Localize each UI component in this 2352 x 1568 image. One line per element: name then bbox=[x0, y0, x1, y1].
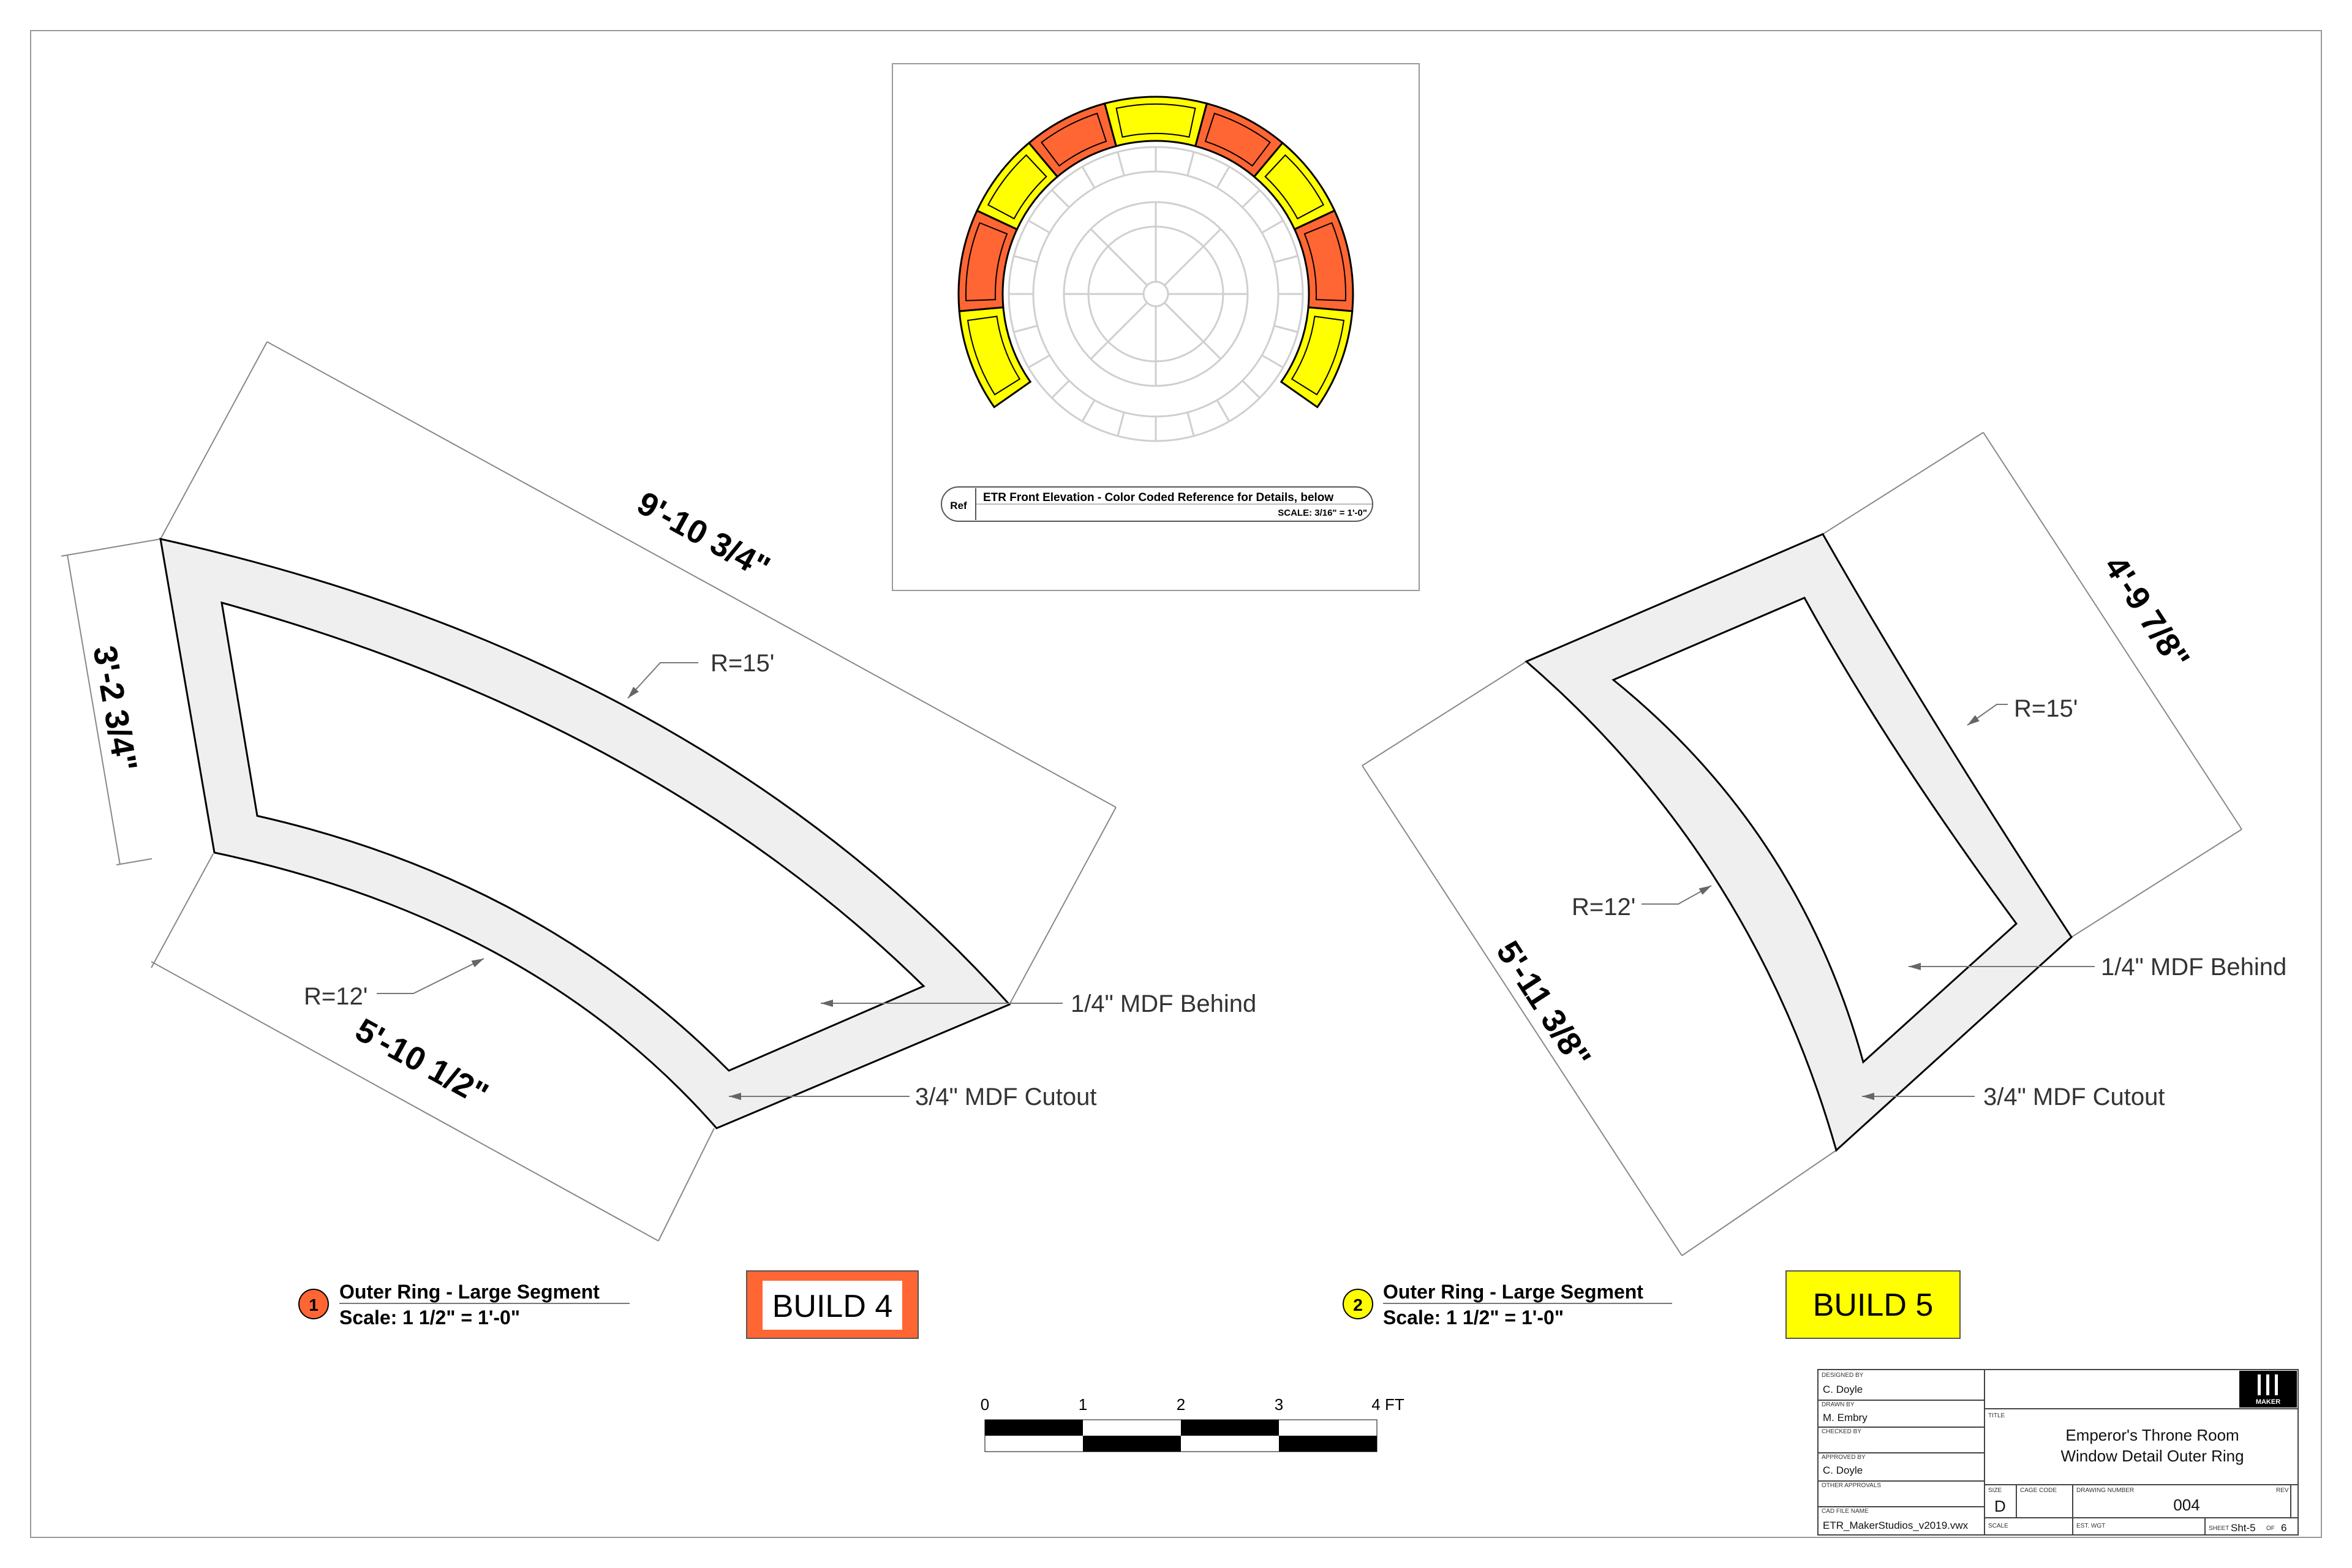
scale-label-4: 4 FT bbox=[1371, 1395, 1404, 1414]
detail-1-title: Outer Ring - Large Segment bbox=[339, 1281, 600, 1303]
leader-r-outer-1 bbox=[628, 663, 698, 698]
title-line-1: Emperor's Throne Room bbox=[2065, 1426, 2239, 1444]
leader-r-outer-2 bbox=[1967, 704, 2008, 725]
r-inner-label-2: R=12' bbox=[1572, 894, 1636, 921]
title-label: TITLE bbox=[1988, 1412, 2005, 1419]
size-label: SIZE bbox=[1988, 1487, 2002, 1494]
sheet-value: Sht-5 bbox=[2231, 1522, 2256, 1534]
maker-logo-text: MAKER bbox=[2255, 1398, 2281, 1406]
leader-r-inner-1 bbox=[377, 959, 484, 993]
note-cutout-1: 3/4" MDF Cutout bbox=[915, 1084, 1097, 1110]
est-weight-label: EST. WGT bbox=[2076, 1523, 2106, 1529]
r-outer-label-1: R=15' bbox=[710, 650, 775, 677]
dim-left-2: 5'-11 3/8" bbox=[1489, 934, 1598, 1075]
cad-file-name: ETR_MakerStudios_v2019.vwx bbox=[1823, 1520, 1969, 1531]
dim-bottom-1: 5'-10 1/2" bbox=[349, 1011, 494, 1114]
detail-2-number: 2 bbox=[1353, 1295, 1363, 1314]
scale-label-1: 1 bbox=[1078, 1395, 1088, 1414]
size-value: D bbox=[1994, 1497, 2006, 1515]
detail-2-title: Outer Ring - Large Segment bbox=[1383, 1281, 1643, 1303]
approved-by-label: APPROVED BY bbox=[1822, 1454, 1866, 1461]
other-approvals-label: OTHER APPROVALS bbox=[1822, 1482, 1882, 1489]
r-outer-label-2: R=15' bbox=[2014, 695, 2078, 722]
ref-tag: Ref bbox=[950, 500, 967, 511]
title-line-2: Window Detail Outer Ring bbox=[2060, 1447, 2244, 1465]
leader-r-inner-2 bbox=[1642, 886, 1711, 904]
sheet-label: SHEET bbox=[2209, 1525, 2230, 1532]
drawn-by-label: DRAWN BY bbox=[1822, 1401, 1855, 1408]
scale-label-2: 2 bbox=[1176, 1395, 1186, 1414]
approved-by: C. Doyle bbox=[1823, 1464, 1863, 1476]
drawn-by: M. Embry bbox=[1823, 1412, 1868, 1423]
of-value: 6 bbox=[2281, 1522, 2287, 1534]
scale-label-3: 3 bbox=[1274, 1395, 1284, 1414]
dim-right-2: 4'-9 7/8" bbox=[2097, 549, 2197, 676]
ref-scale: SCALE: 3/16" = 1'-0" bbox=[1278, 508, 1367, 518]
build-4-label: BUILD 4 bbox=[772, 1289, 893, 1324]
note-behind-2: 1/4" MDF Behind bbox=[2101, 954, 2287, 981]
note-cutout-2: 3/4" MDF Cutout bbox=[1983, 1084, 2165, 1110]
detail-2 bbox=[1343, 432, 2286, 1338]
rev-label: REV bbox=[2276, 1487, 2289, 1494]
scale-label: SCALE bbox=[1988, 1523, 2008, 1529]
scale-label-0: 0 bbox=[980, 1395, 990, 1414]
reference-label bbox=[941, 487, 1373, 521]
dim-left-1: 3'-2 3/4" bbox=[86, 643, 145, 774]
dim-top-1: 9'-10 3/4" bbox=[631, 484, 776, 587]
r-inner-label-1: R=12' bbox=[304, 983, 368, 1010]
note-behind-1: 1/4" MDF Behind bbox=[1071, 990, 1257, 1017]
drawing-number: 004 bbox=[2173, 1496, 2200, 1514]
scale-bar bbox=[981, 1395, 1404, 1452]
designed-by: C. Doyle bbox=[1823, 1384, 1863, 1395]
detail-1-number: 1 bbox=[309, 1295, 318, 1314]
designed-by-label: DESIGNED BY bbox=[1822, 1372, 1864, 1379]
build-5-label: BUILD 5 bbox=[1812, 1287, 1934, 1323]
ref-title: ETR Front Elevation - Color Coded Reference for Details, below bbox=[983, 491, 1334, 504]
drawing-number-label: DRAWING NUMBER bbox=[2076, 1487, 2135, 1494]
checked-by-label: CHECKED BY bbox=[1822, 1428, 1862, 1435]
cage-code-label: CAGE CODE bbox=[2020, 1487, 2057, 1494]
cad-file-label: CAD FILE NAME bbox=[1822, 1508, 1869, 1515]
reference-elevation bbox=[892, 64, 1419, 590]
detail-2-scale: Scale: 1 1/2" = 1'-0" bbox=[1383, 1306, 1564, 1329]
detail-1-scale: Scale: 1 1/2" = 1'-0" bbox=[339, 1306, 521, 1329]
of-label: OF bbox=[2266, 1525, 2275, 1532]
